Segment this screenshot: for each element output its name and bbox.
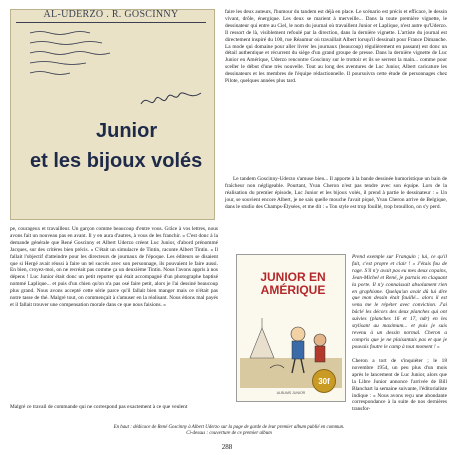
price-badge: 30f [312,369,336,393]
handwritten-dedication [26,27,146,87]
caption-line2: Ci-dessus : couverture de ce premier album [186,431,272,436]
comic-footer: ALBUMS JUNIOR [276,391,306,395]
right-column-top-text: faire les deux auteurs, l'humour du tandem est déjà en place. Le scénario est précis et efficace, le dessin vivant, drôle, énergique. Les deux se marient à merveille... Dans la toute première vignette, le dessinateur qui entre au Ciel, le nom du journal où travaillent Junior et Laplique, n'est autre qu'Uderzo. Il ressort de là, visiblement refoulé par la direction, dans la dernière vignette. L'artiste du journal est directement inspiré du 100, rue Réaumur où travaillait Albert lorsqu'il dessinait pour France Dimanche. La mode qui domaine pour aller livrer les journaux (beaucoup) régulièrement en passant) est donc un détail authentique et récurrent du siège d'un grand groupe de presse. Dans la dernière vignette de Luc Junior en Amérique, Uderzo rencontre Goscinny sur le trottoir et ils se serrent la main... comme pour sceller le début d'une très nouvelle. Tout au long des aventures de Luc Junior, Albert caricature les dessinateurs et les membres de l'équipe rédactionnelle. Il poursuivra cette étude de personnages chez Pilote, quelques années plus tard. [225,9,447,85]
card-title-line2: et les bijoux volés [30,150,203,172]
page-number: 288 [221,443,233,451]
left-column-end-text: Malgré ce travail de commande qui ne correspond pas exactement à ce que veulent [10,404,188,410]
figure-caption [24,425,434,437]
caption-line1: En haut : dédicace de René Goscinny à Albert Uderzo sur la page de garde de leur premier album publié en commun. [113,425,345,430]
right-column-mid-text: Le tandem Goscinny-Uderzo s'amuse bien... Il apporte à la bande dessinée humoristique un bain de fraîcheur non négligeable. Pourtant, Yvan Cheron n'est pas tendre avec son équipe. Lors de la réalisation du premier épisode, Luc Junior et les bijoux volés, il prend à partie le dessinateur : « Un jour, se souvient encore Albert, je ne sais quelle mouche l'avait piqué, Yvan Cheron arrive de Belgique, dans le studio des Champs-Élysées, et me dit : « Ton style est trop fouillé, trop brouillon, on s'y perd. [225,176,447,210]
signature [138,92,206,110]
card-authors: AL-UDERZO . R. GOSCINNY [43,9,179,20]
right-narrow-continuation: Cheron a tort de s'inquiéter ; le 18 novembre 1954, un peu plus d'un mois après le lancement de Luc Junior, alors que la Libre Junior annonce l'arrivée de Bill Blanchart la semaine suivante, l'éditorialiste indique : « Nous avons reçu une abondante correspondance à la suite de nos dernières transfor- [352,358,447,413]
comic-title-line2: AMÉRIQUE [260,283,326,297]
card-title-line1: Junior [96,120,158,142]
card-divider [16,22,206,23]
right-narrow-quote: Prend exemple sur Franquin ; lui, ce qu'il fait, c'est propre et clair ! » J'étais fou de rage. S'il n'y avait pas eu mes deux copains, Jean-Michel et René, je partais en claquant la porte. Il n'y connaissait absolument rien en graphisme. Quelqu'un avait dû lui dire que mon dessin était fouillé... alors il est venu me le répéter avec conviction. J'ai bâclé les décors des deux planches qui ont suivies (planches 16 et 17, ndr) en les stylisant au maximum... et puis je suis revenu à un dessin normal. Cheron a compris que je ne plaisantais pas et que je pouvais foutre le camp à tout moment ! » [352,254,447,350]
left-column-text: pe, courageux et travailleur. Un garçon comme beaucoup d'entre vous. Grâce à vos lettres, nous avons fait un nouveau pas en avant. Il y en aura d'autres, à vous de les franchir. » C'est donc à la demande générale que René Goscinny et Albert Uderzo créent Luc Junior, d'abord prénommé Jacques, sur des critères bien précis. « C'était un simulacre de Tintin, raconte Albert Tintin. « Il fallait l'objectif d'atteindre pour les directeurs de journaux de l'époque. Les éditeurs se disaient que si Hergé avait réussi à faire un tel succès avec son personnage, ils pouvaient le faire aussi. En bien, croyez-moi, on ne recréait pas comme ça un deuxième Tintin. Nous l'avons appris à nos dépens ! Luc Junior était donc un petit reporter qui était accompagné d'un photographe baptisé nommé Laplique... et puis d'un chien qu'on n'a pas osé faire petit, alors je l'ai dessiné beaucoup plus grand. Nous avons accepté cette série parce qu'il fallait bien manger mais ce n'était pas notre tasse de thé. Malgré tout, on commençait à s'amuser en la réalisant. Nous étions mal payés et il fallait trouver une compensation morale dans ce que nous faisions. » [10,226,218,308]
comic-title-line1: JUNIOR EN [260,270,326,284]
